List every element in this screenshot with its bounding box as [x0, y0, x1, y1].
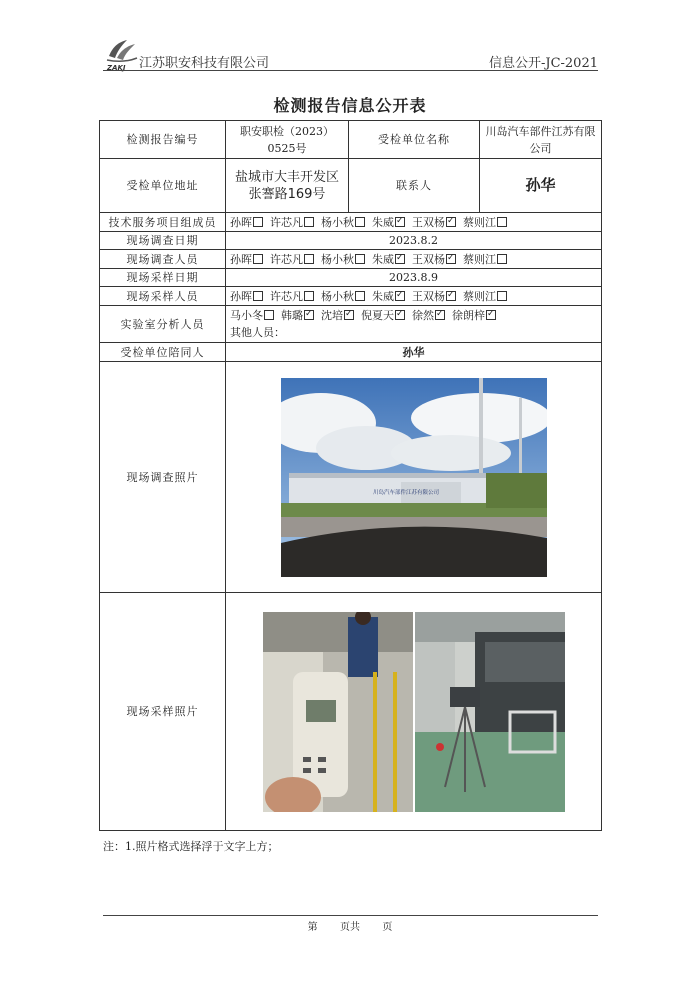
company-name: 江苏职安科技有限公司: [139, 56, 270, 71]
member-name: 杨小秋: [321, 215, 354, 229]
sample-staff-checklist: [226, 287, 602, 306]
unchecked-box-icon: [355, 291, 365, 301]
contact-label: 联系人: [349, 159, 480, 213]
sample-photo-label: 现场采样照片: [100, 593, 226, 831]
checked-box-icon: [395, 254, 405, 264]
address-value: 盐城市大丰开发区张謇路169号: [226, 159, 349, 213]
team-checklist: [226, 213, 602, 232]
survey-photo-row: [100, 362, 602, 593]
unchecked-box-icon: [304, 217, 314, 227]
unchecked-box-icon: [497, 254, 507, 264]
survey-date-value: 2023.8.2: [226, 232, 602, 250]
member-name: 王双杨: [412, 252, 445, 266]
member-name: 王双杨: [412, 289, 445, 303]
sample-date-row: [100, 269, 602, 287]
sample-photo-1: [263, 612, 413, 812]
survey-photo: [281, 378, 547, 577]
unchecked-box-icon: [253, 291, 263, 301]
photo-sign-text: 川岛汽车部件江苏有限公司: [372, 489, 439, 496]
checked-box-icon: [486, 310, 496, 320]
sample-photo-2: [415, 612, 565, 812]
sample-date-label: 现场采样日期: [100, 269, 226, 287]
member-name: 徐然: [412, 309, 434, 322]
unchecked-box-icon: [304, 254, 314, 264]
checked-box-icon: [395, 291, 405, 301]
team-row: [100, 213, 602, 232]
member-name: 孙晖: [230, 289, 252, 303]
page-footer: [0, 918, 700, 933]
unit-name-label: 受检单位名称: [349, 121, 480, 159]
checked-box-icon: [446, 254, 456, 264]
footer-pages-label: 页: [382, 922, 393, 933]
member-name: 倪夏天: [361, 309, 394, 322]
checked-box-icon: [446, 291, 456, 301]
footer-divider: [103, 915, 598, 916]
member-name: 孙晖: [230, 252, 252, 266]
sample-photos: [263, 612, 565, 812]
member-name: 许芯凡: [270, 252, 303, 266]
unchecked-box-icon: [253, 217, 263, 227]
member-name: 朱威: [372, 215, 394, 229]
checked-box-icon: [435, 310, 445, 320]
escort-row: [100, 343, 602, 362]
sample-staff-row: [100, 287, 602, 306]
member-name: 朱威: [372, 289, 394, 303]
member-name: 蔡则江: [463, 252, 496, 266]
member-name: 蔡则江: [463, 289, 496, 303]
lab-cell: [226, 306, 602, 343]
report-row-1: [100, 121, 602, 159]
footnote: 注：1.照片格式选择浮于文字上方；: [103, 840, 279, 853]
escort-label: 受检单位陪同人: [100, 343, 226, 362]
checked-box-icon: [395, 310, 405, 320]
survey-staff-checklist: [226, 250, 602, 269]
member-name: 马小冬: [230, 309, 263, 322]
member-name: 孙晖: [230, 215, 252, 229]
unit-name-value: 川岛汽车部件江苏有限公司: [480, 121, 602, 159]
unchecked-box-icon: [355, 254, 365, 264]
survey-photo-image: [281, 378, 547, 577]
checked-box-icon: [344, 310, 354, 320]
report-row-2: [100, 159, 602, 213]
member-name: 朱威: [372, 252, 394, 266]
report-no-label: 检测报告编号: [100, 121, 226, 159]
survey-photo-cell: [226, 362, 602, 593]
unchecked-box-icon: [253, 254, 263, 264]
unchecked-box-icon: [497, 217, 507, 227]
survey-date-label: 现场调查日期: [100, 232, 226, 250]
address-label: 受检单位地址: [100, 159, 226, 213]
checked-box-icon: [395, 217, 405, 227]
page-title: 检测报告信息公开表: [273, 96, 427, 115]
member-name: 蔡则江: [463, 215, 496, 229]
unchecked-box-icon: [304, 291, 314, 301]
page-header: [103, 30, 598, 72]
report-info-table: [99, 120, 602, 831]
sample-photo-row: [100, 593, 602, 831]
header-divider: [103, 70, 598, 71]
member-name: 许芯凡: [270, 215, 303, 229]
lab-row: [100, 306, 602, 343]
report-no-value: 职安职检（2023）0525号: [226, 121, 349, 159]
sample-staff-label: 现场采样人员: [100, 287, 226, 306]
lab-checklist: [230, 307, 597, 324]
team-label: 技术服务项目组成员: [100, 213, 226, 232]
survey-photo-label: 现场调查照片: [100, 362, 226, 593]
member-name: 许芯凡: [270, 289, 303, 303]
sample-photo-cell: [226, 593, 602, 831]
survey-staff-row: [100, 250, 602, 269]
unchecked-box-icon: [264, 310, 274, 320]
member-name: 沈培: [321, 309, 343, 322]
member-name: 徐朗梓: [452, 309, 485, 322]
survey-date-row: [100, 232, 602, 250]
member-name: 杨小秋: [321, 289, 354, 303]
member-name: 杨小秋: [321, 252, 354, 266]
company-logo: [103, 32, 139, 72]
member-name: 韩璐: [281, 309, 303, 322]
footer-page-label: 第: [307, 922, 318, 933]
survey-staff-label: 现场调查人员: [100, 250, 226, 269]
document-code: 信息公开-JC-2021: [488, 56, 598, 71]
checked-box-icon: [304, 310, 314, 320]
lab-label: 实验室分析人员: [100, 306, 226, 343]
lab-other: 其他人员：: [230, 326, 285, 339]
unchecked-box-icon: [355, 217, 365, 227]
logo-text: ZAKJ: [107, 64, 126, 72]
footer-total-label: 页共: [340, 922, 360, 933]
checked-box-icon: [446, 217, 456, 227]
member-name: 王双杨: [412, 215, 445, 229]
unchecked-box-icon: [497, 291, 507, 301]
escort-value: 孙华: [226, 343, 602, 362]
contact-value: 孙华: [480, 159, 602, 213]
sample-date-value: 2023.8.9: [226, 269, 602, 287]
